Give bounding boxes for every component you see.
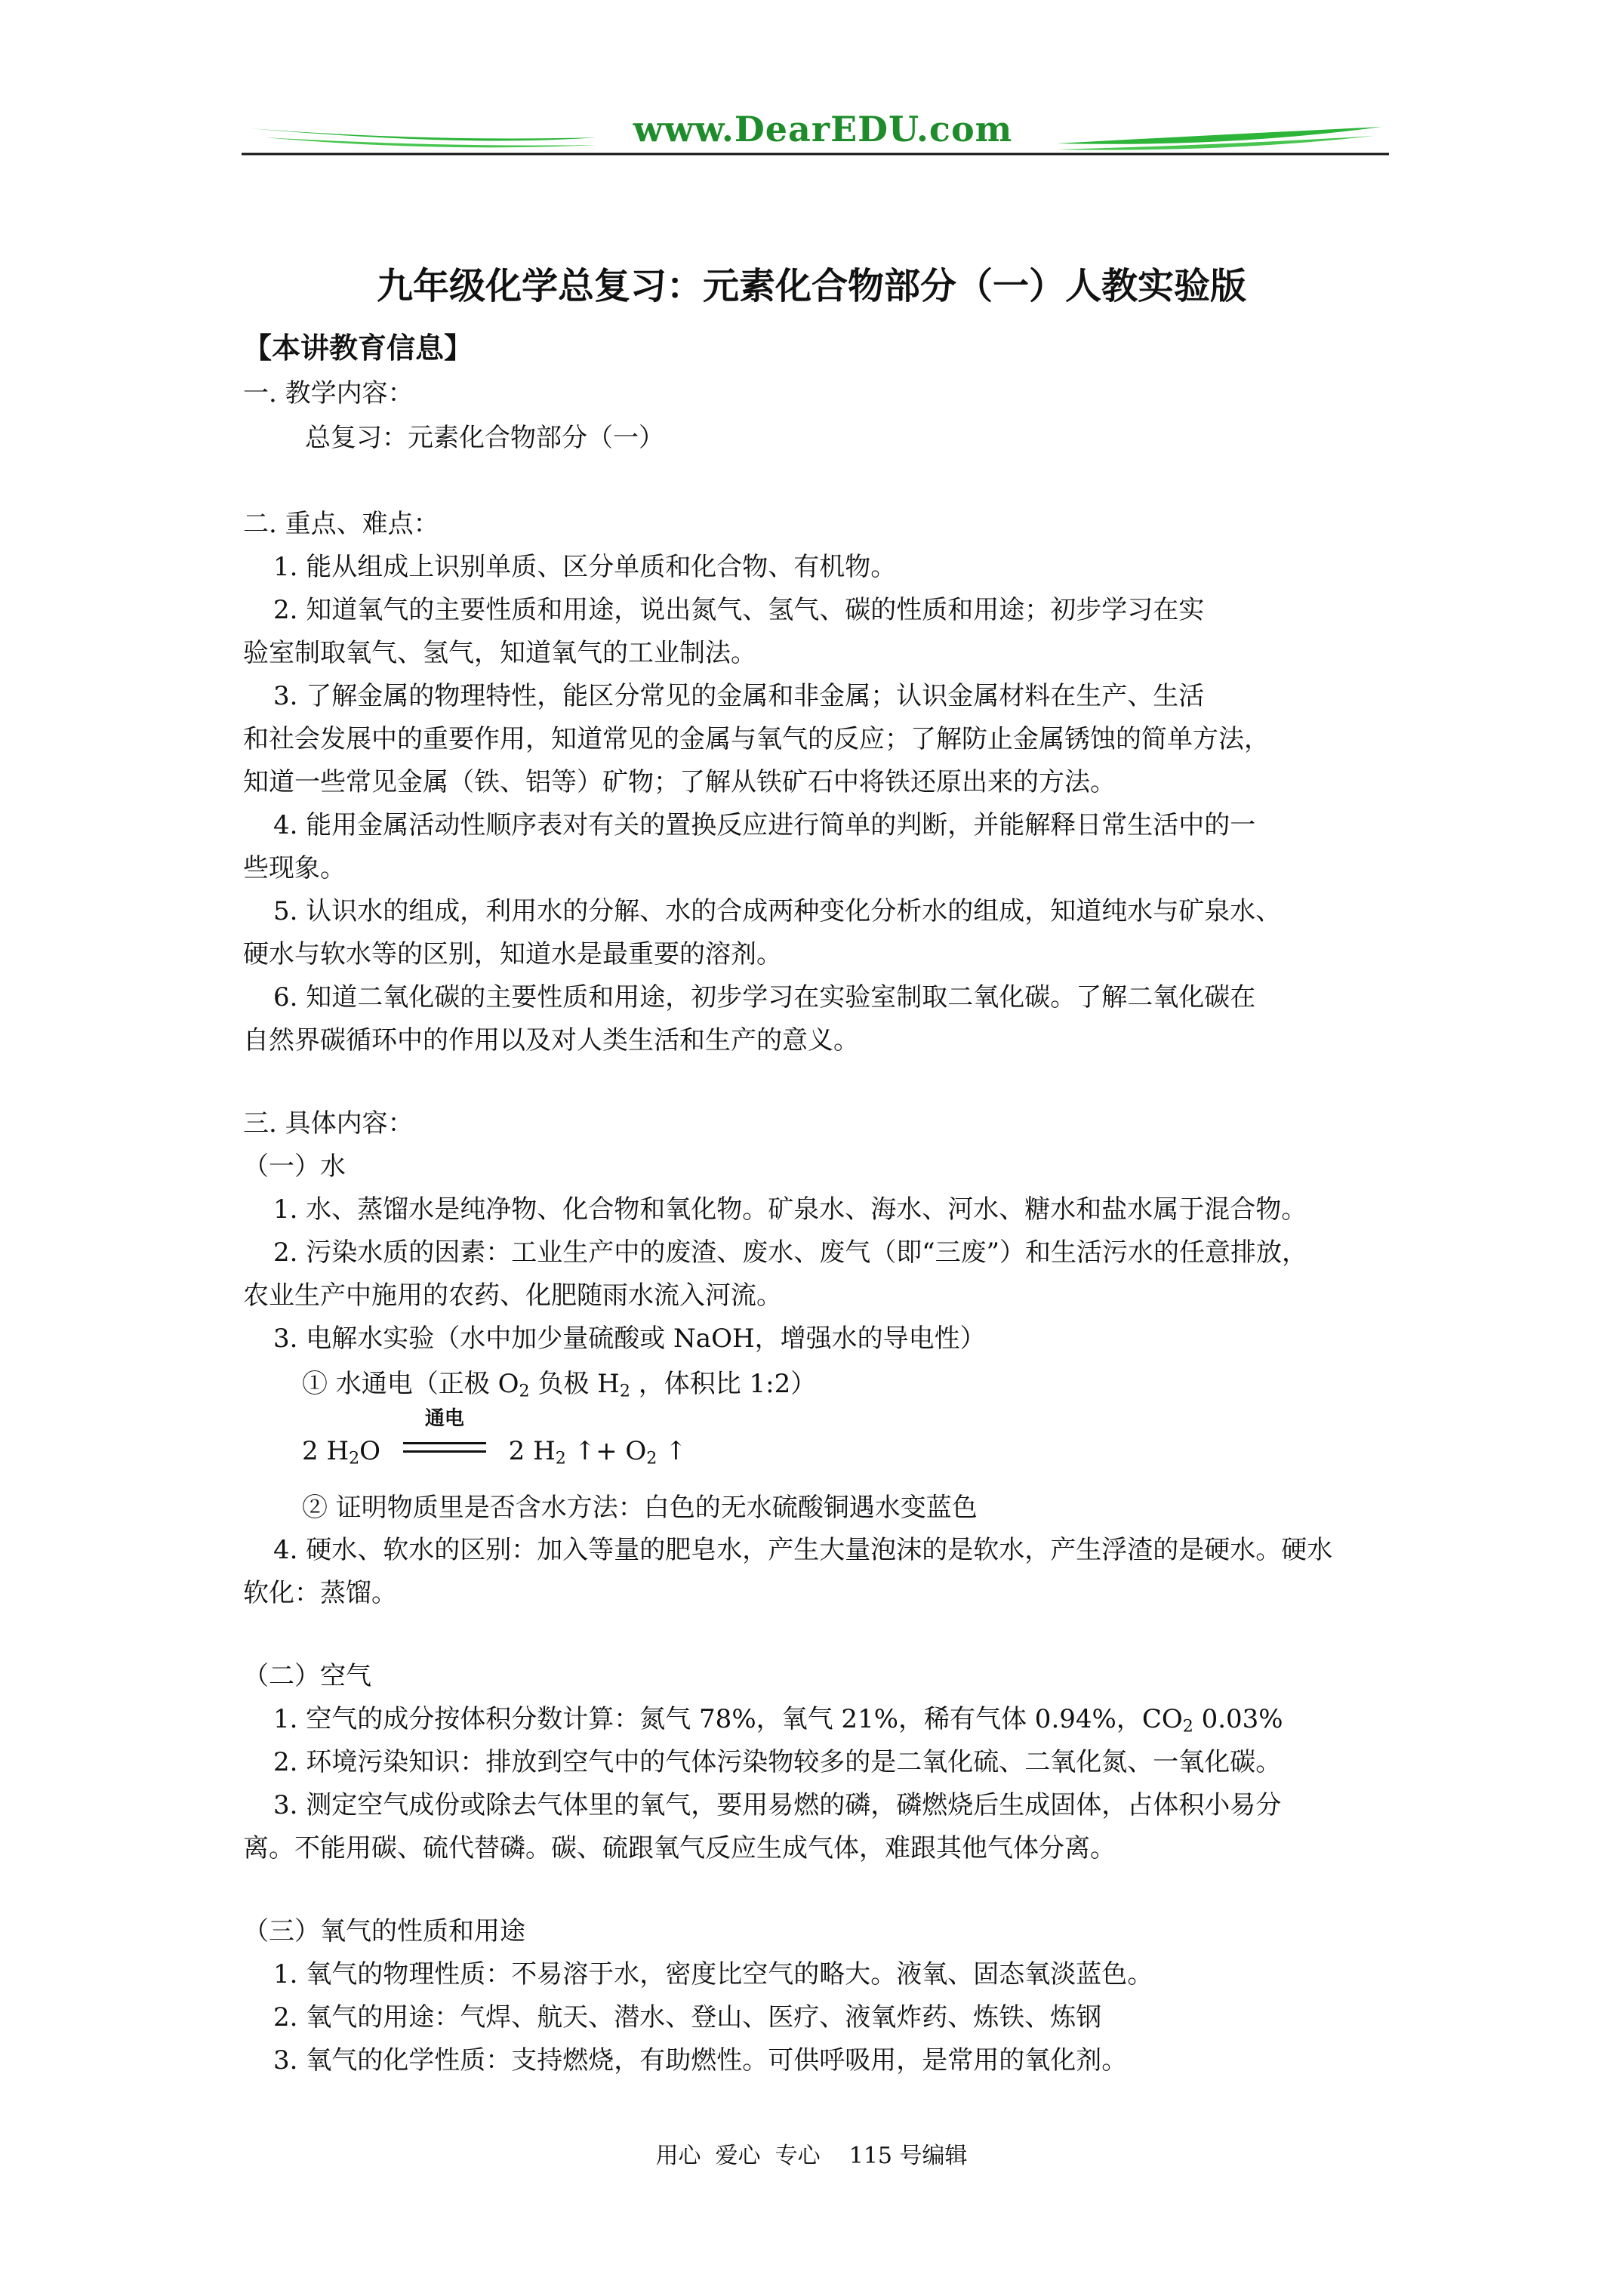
- s2-item-6a: 6. 知道二氧化碳的主要性质和用途，初步学习在实验室制取二氧化碳。了解二氧化碳在: [273, 982, 1256, 1012]
- text: ① 水通电（正极 O: [302, 1369, 519, 1399]
- eq-products: 2 $H_2$ ↑+ $O_2$ ↑: [508, 1436, 687, 1469]
- oxygen-item-2: 2. 氧气的用途：气焊、航天、潜水、登山、医疗、液氧炸药、炼铁、炼钢: [273, 2002, 1102, 2032]
- s2-item-6b: 自然界碳循环中的作用以及对人类生活和生产的意义。: [243, 1025, 859, 1056]
- s2-item-4a: 4. 能用金属活动性顺序表对有关的置换反应进行简单的判断，并能解释日常生活中的一: [273, 810, 1256, 840]
- air-item-3a: 3. 测定空气成份或除去气体里的氧气，要用易燃的磷，磷燃烧后生成固体，占体积小易分: [273, 1790, 1282, 1820]
- oxygen-item-3: 3. 氧气的化学性质：支持燃烧，有助燃性。可供呼吸用，是常用的氧化剂。: [273, 2045, 1128, 2076]
- water-item-2b: 农业生产中施用的农药、化肥随雨水流入河流。: [243, 1281, 782, 1311]
- section-1-heading: 一. 教学内容：: [243, 378, 414, 408]
- electrolysis-equation: [302, 1407, 687, 1473]
- s2-item-3c: 知道一些常见金属（铁、铝等）矿物；了解从铁矿石中将铁还原出来的方法。: [243, 767, 1116, 797]
- page-title: 九年级化学总复习：元素化合物部分（一）人教实验版: [376, 265, 1246, 307]
- text: 负极 H: [529, 1369, 620, 1399]
- s2-item-1: 1. 能从组成上识别单质、区分单质和化合物、有机物。: [273, 552, 897, 582]
- s2-item-3a: 3. 了解金属的物理特性，能区分常见的金属和非金属；认识金属材料在生产、生活: [273, 681, 1205, 711]
- subscript: 2: [619, 1381, 630, 1401]
- water-item-4a: 4. 硬水、软水的区别：加入等量的肥皂水，产生大量泡沫的是软水，产生浮渣的是硬水。硬水: [273, 1535, 1333, 1565]
- water-item-4b: 软化：蒸馏。: [243, 1578, 397, 1608]
- air-item-3b: 离。不能用碳、硫代替磷。碳、硫跟氧气反应生成气体，难跟其他气体分离。: [243, 1833, 1116, 1863]
- s2-item-3b: 和社会发展中的重要作用，知道常见的金属与氧气的反应；了解防止金属锈蚀的简单方法，: [243, 724, 1270, 754]
- eq-reactant: 2 $H_2O$: [302, 1436, 381, 1469]
- text: ，体积比 1:2）: [630, 1369, 817, 1399]
- s2-item-2b: 验室制取氧气、氢气，知道氧气的工业制法。: [243, 638, 756, 668]
- water-item-3-1: [302, 1362, 816, 1406]
- water-item-2a: 2. 污染水质的因素：工业生产中的废渣、废水、废气（即“三废”）和生活污水的任意排放，: [273, 1237, 1308, 1268]
- left-swoosh: [249, 128, 596, 140]
- s2-item-5a: 5. 认识水的组成，利用水的分解、水的合成两种变化分析水的组成，知道纯水与矿泉水、: [273, 896, 1282, 926]
- site-logo-text: www.DearEDU.com: [633, 109, 1013, 149]
- water-item-1: 1. 水、蒸馏水是纯净物、化合物和氧化物。矿泉水、海水、河水、糖水和盐水属于混合物。: [273, 1194, 1307, 1225]
- page-footer: 用心 爱心 专心 115 号编辑: [655, 2143, 968, 2169]
- oxygen-heading: （三）氧气的性质和用途: [243, 1916, 525, 1946]
- water-item-3: 3. 电解水实验（水中加少量硫酸或 NaOH，增强水的导电性）: [273, 1324, 986, 1354]
- s2-item-5b: 硬水与软水等的区别，知道水是最重要的溶剂。: [243, 939, 782, 969]
- oxygen-item-1: 1. 氧气的物理性质：不易溶于水，密度比空气的略大。液氧、固态氧淡蓝色。: [273, 1959, 1153, 1989]
- air-item-2: 2. 环境污染知识：排放到空气中的气体污染物较多的是二氧化硫、二氧化氮、一氧化碳。: [273, 1747, 1282, 1777]
- section-1-body: 总复习：元素化合物部分（一）: [305, 423, 664, 453]
- header-banner: [242, 106, 1389, 174]
- air-item-1: 1. 空气的成分按体积分数计算：氮气 78%，氧气 21%，稀有气体 0.94%，$CO_2$ 0.03%: [273, 1704, 1283, 1737]
- water-item-3-2: ② 证明物质里是否含水方法：白色的无水硫酸铜遇水变蓝色: [302, 1493, 978, 1523]
- section-2-heading: 二. 重点、难点：: [243, 509, 439, 539]
- s2-item-4b: 些现象。: [243, 853, 346, 883]
- water-heading: （一）水: [243, 1151, 346, 1182]
- section-info-heading: 【本讲教育信息】: [243, 331, 473, 365]
- s2-item-2a: 2. 知道氧气的主要性质和用途，说出氮气、氢气、碳的性质和用途；初步学习在实: [273, 595, 1205, 625]
- section-3-heading: 三. 具体内容：: [243, 1108, 414, 1139]
- eq-arrow: [399, 1407, 490, 1468]
- right-swoosh: [1057, 127, 1381, 144]
- air-heading: （二）空气: [243, 1661, 371, 1691]
- eq-condition: 通电: [424, 1407, 464, 1430]
- subscript: 2: [519, 1381, 530, 1401]
- eq-double-line: [403, 1442, 486, 1453]
